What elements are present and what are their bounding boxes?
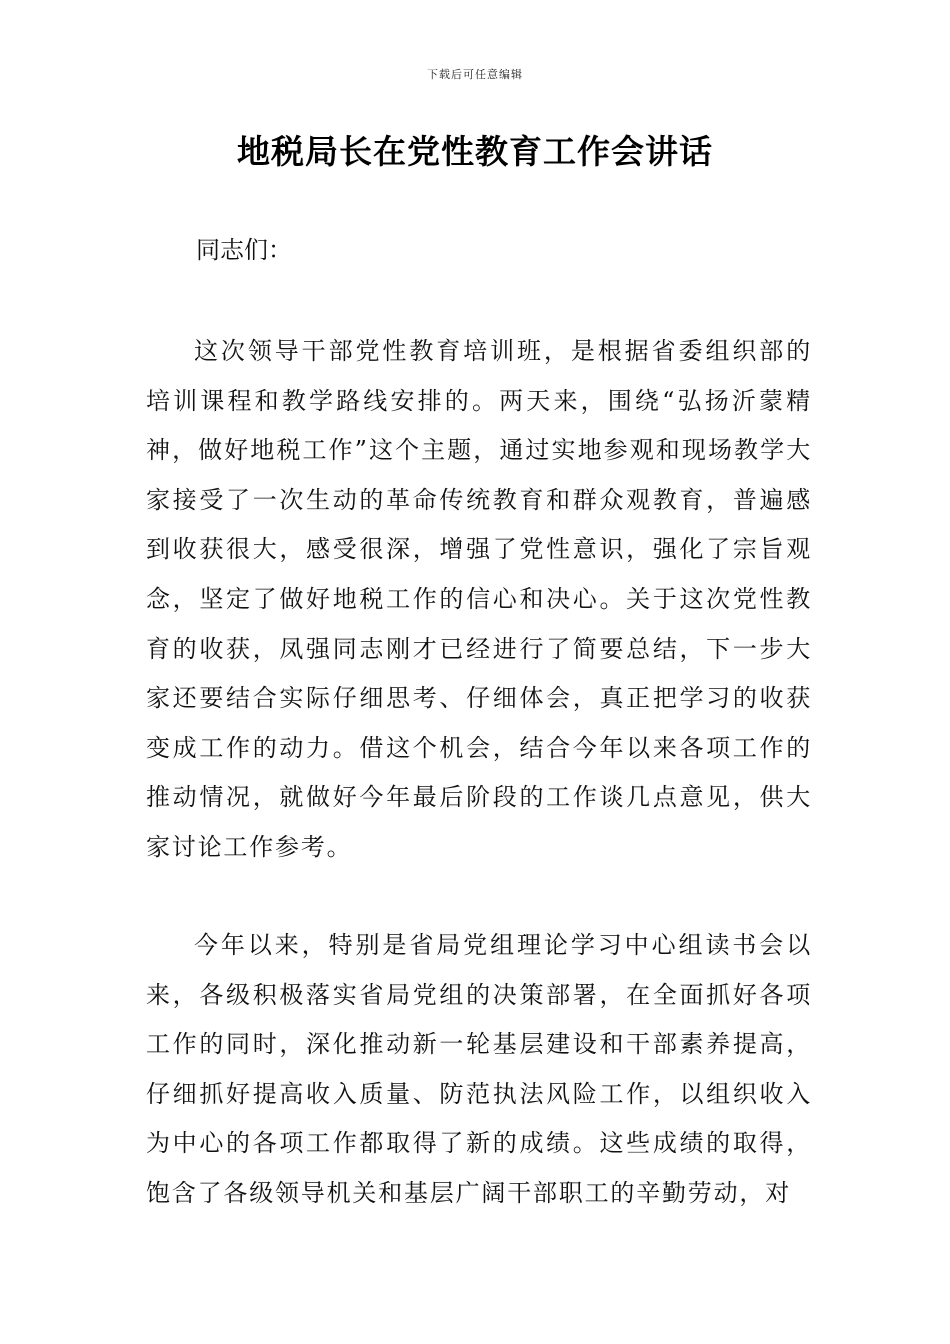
salutation: 同志们：: [196, 236, 292, 264]
header-note: 下载后可任意编辑: [427, 68, 523, 81]
body-paragraph-1: 这次领导干部党性教育培训班，是根据省委组织部的培训课程和教学路线安排的。两天来，围绕“弘扬沂蒙精神，做好地税工作”这个主题，通过实地参观和现场教学大家接受了一次生动的革命传统教育和群众观教育，普遍感到收获很大，感受很深，增强了党性意识，强化了宗旨观念，坚定了做好地税工作的信心和决心。关于这次党性教育的收获，凤强同志刚才已经进行了简要总结，下一步大家还要结合实际仔细思考、仔细体会，真正把学习的收获变成工作的动力。借这个机会，结合今年以来各项工作的推动情况，就做好今年最后阶段的工作谈几点意见，供大家讨论工作参考。: [146, 337, 812, 861]
document-title: 地税局长在党性教育工作会讲话: [237, 132, 713, 171]
body-paragraph-2: 今年以来，特别是省局党组理论学习中心组读书会以来，各级积极落实省局党组的决策部署，在全面抓好各项工作的同时，深化推动新一轮基层建设和干部素养提高，仔细抓好提高收入质量、防范执法风险工作，以组织收入为中心的各项工作都取得了新的成绩。这些成绩的取得，饱含了各级领导机关和基层广阔干部职工的辛勤劳动，对: [146, 931, 812, 1207]
